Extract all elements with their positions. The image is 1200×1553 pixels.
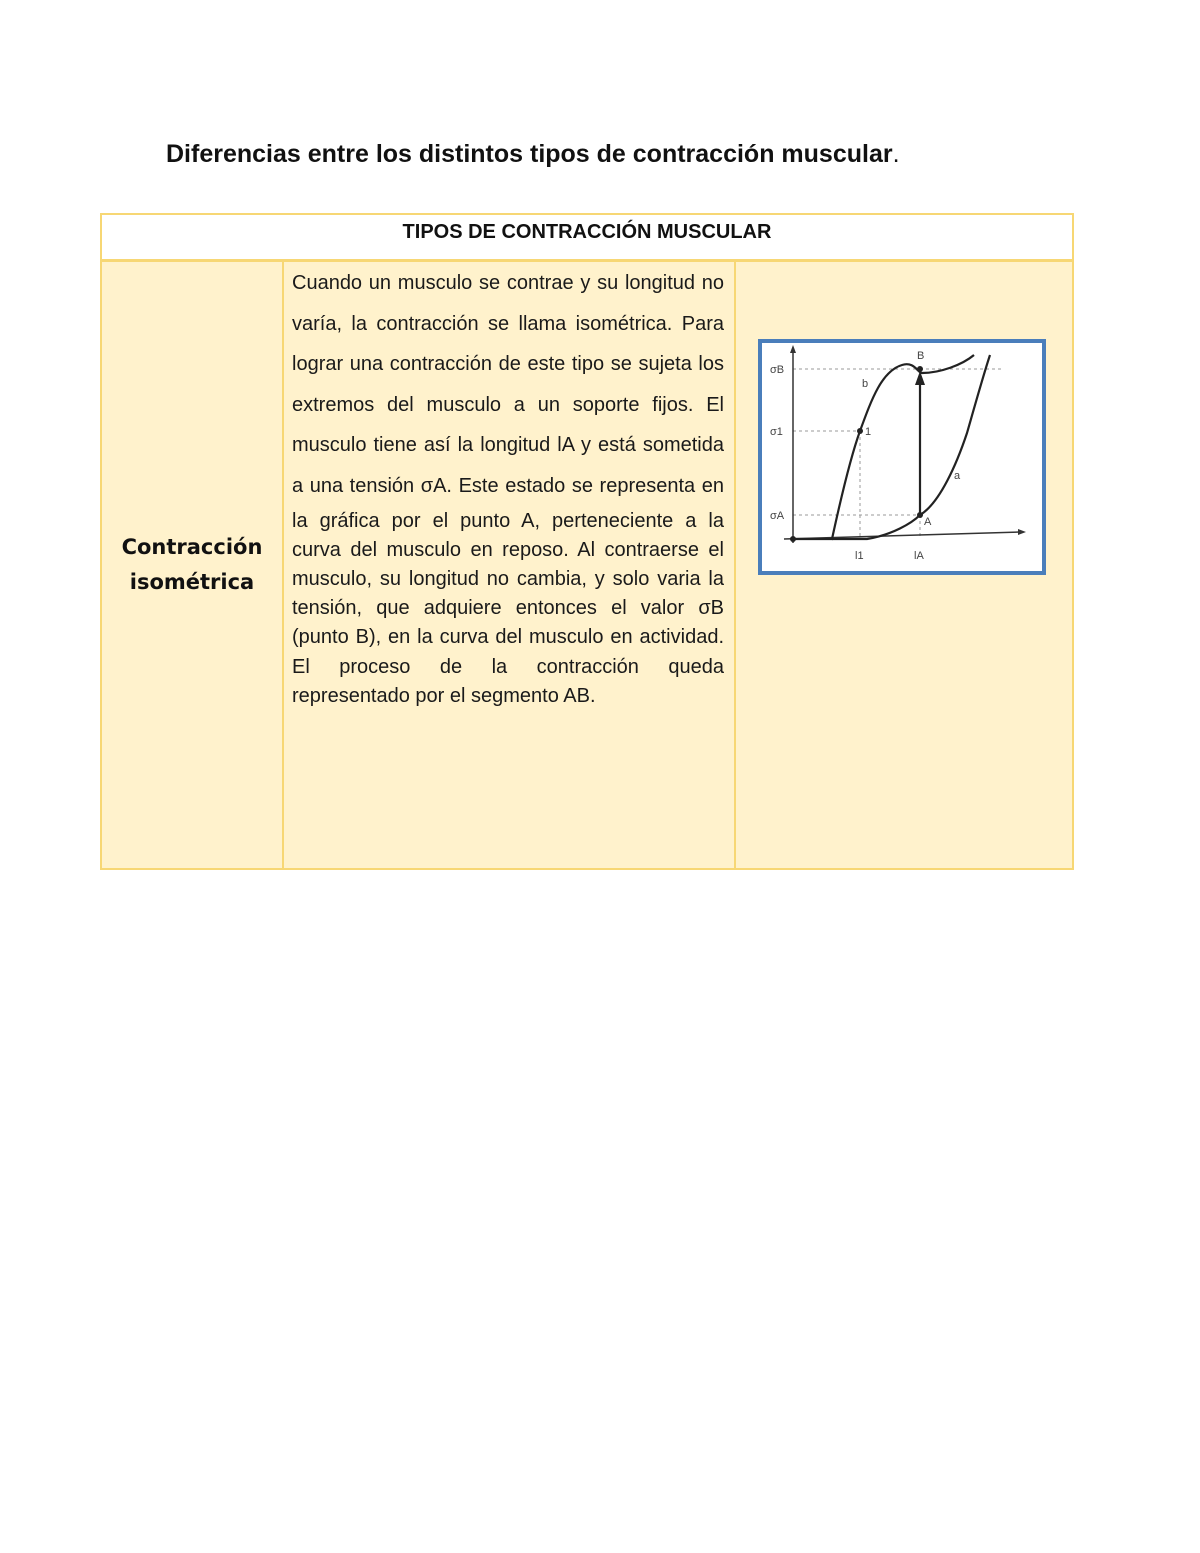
point-1-label: 1 xyxy=(865,426,872,438)
curve-a-label: a xyxy=(954,470,961,482)
row-label-cell xyxy=(102,262,282,868)
sigma-a-label: σA xyxy=(770,510,785,522)
stress-length-graph xyxy=(758,339,1046,575)
curve-b-label: b xyxy=(862,378,869,390)
point-1-marker xyxy=(857,428,863,434)
description-text-part2: Este estado se representa en la gráfica por el punto A, perteneciente a la curva del musculo en reposo. Al contraerse el musculo, su longitud no cambia, y solo varia la tensión, que adquiere entonces el valor σB (punto B), en la curva del musculo en actividad. El proceso de la contracción queda representado por el segmento AB. xyxy=(292,474,724,707)
la-label: lA xyxy=(914,550,924,562)
column-divider xyxy=(282,262,284,868)
row-label-line1: Contracción xyxy=(121,535,263,559)
contraction-types-table xyxy=(100,213,1074,870)
description-cell xyxy=(292,263,724,711)
graph-svg xyxy=(762,343,1042,571)
page-title-text: Diferencias entre los distintos tipos de contracción muscular xyxy=(166,140,893,168)
column-divider xyxy=(734,262,736,868)
x-axis-arrow xyxy=(1018,529,1026,535)
row-label-line2: isométrica xyxy=(129,570,255,594)
description-text-part1: Cuando un musculo se contrae y su longitud no varía, la contracción se llama isométrica. Para lograr una contracción de este tipo se sujeta los extremos del musculo a un soporte fijos. El musculo tiene así la longitud lA y está sometida a una tensión σA. xyxy=(292,272,724,497)
page-title xyxy=(166,140,900,169)
page-title-period: . xyxy=(892,140,900,168)
point-b-label: B xyxy=(917,350,925,362)
point-a-marker xyxy=(917,512,923,518)
sigma-b-label: σB xyxy=(770,364,785,376)
row-label xyxy=(112,530,272,600)
active-muscle-curve xyxy=(792,355,974,539)
origin-marker xyxy=(790,536,796,542)
guide-lines xyxy=(793,369,1002,539)
y-axis-arrow xyxy=(790,345,796,353)
sigma-1-label: σ1 xyxy=(770,426,783,438)
point-a-label: A xyxy=(924,516,932,528)
l1-label: l1 xyxy=(855,550,864,562)
point-b-marker xyxy=(917,366,923,372)
table-header: TIPOS DE CONTRACCIÓN MUSCULAR xyxy=(102,215,1072,262)
